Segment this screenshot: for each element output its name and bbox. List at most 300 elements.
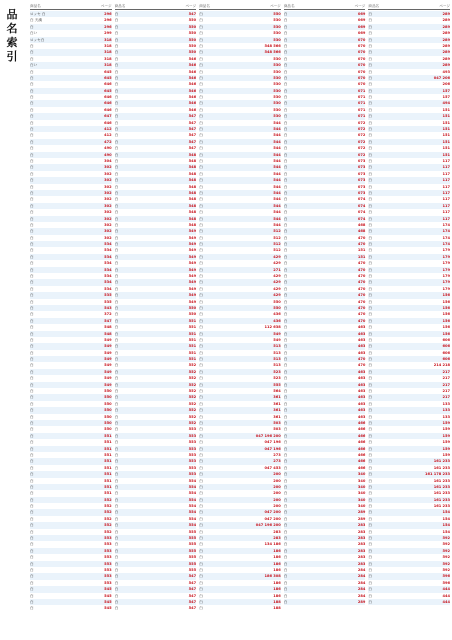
entry-page: 161 233 xyxy=(433,504,450,509)
entry-name: 白 xyxy=(114,465,119,470)
entry-page: 151 xyxy=(442,139,450,144)
entry-page: 513 xyxy=(273,357,281,362)
entry-name: 白 xyxy=(199,18,203,23)
entry-page: 550 xyxy=(273,12,281,16)
entry-name: 白 xyxy=(114,369,119,374)
entry-name: 白 xyxy=(368,235,372,240)
entry-name: 白 xyxy=(199,184,203,189)
entry-name: 白 xyxy=(368,491,372,496)
entry-name: 白 xyxy=(199,24,203,29)
entry-name: 白 xyxy=(368,293,372,298)
entry-page: 553 xyxy=(188,465,197,470)
entry-page: 179 xyxy=(442,261,450,266)
entry-page: 550 xyxy=(104,421,112,425)
entry-name: 白 xyxy=(199,510,203,515)
entry-name: 白 xyxy=(114,286,119,291)
entry-page: 551 xyxy=(104,459,112,464)
column-header xyxy=(199,4,281,10)
entry-name: 白 xyxy=(199,459,203,464)
entry-name: 白 xyxy=(114,318,119,323)
entry-name: 白 xyxy=(368,452,372,457)
entry-page: 552 xyxy=(104,529,112,534)
entry-page: 289 xyxy=(442,18,450,23)
entry-name: 白 xyxy=(368,548,372,553)
entry-name: 白 xyxy=(283,382,288,387)
entry-name: 白 xyxy=(283,267,288,272)
entry-name: 白 xyxy=(30,587,34,592)
entry-page: 284 xyxy=(357,567,366,572)
entry-name: 白 xyxy=(368,523,372,528)
entry-name: 白 xyxy=(199,158,203,163)
entry-name: 白 xyxy=(368,280,372,285)
entry-page: 552 xyxy=(104,510,112,515)
entry-name: 白 xyxy=(114,293,119,298)
entry-name: ロッセ 白 xyxy=(30,12,46,16)
entry-page: 361 xyxy=(273,414,281,419)
entry-page: 553 xyxy=(104,580,112,585)
entry-name: 白 xyxy=(114,344,119,349)
entry-page: 555 xyxy=(188,555,197,560)
entry-name: 白 xyxy=(199,318,203,323)
entry-page: 544 xyxy=(273,184,281,189)
entry-page: 535 xyxy=(104,293,112,298)
entry-page: 289 xyxy=(442,43,450,48)
entry-name: 白 xyxy=(368,133,372,138)
entry-name: 白 xyxy=(199,248,203,253)
entry-page: 551 xyxy=(104,478,112,483)
entry-page: 174 xyxy=(442,235,450,240)
entry-name: 白 xyxy=(368,114,372,119)
entry-name: 白 xyxy=(114,235,119,240)
index-entry xyxy=(199,605,281,611)
entry-name: 白 xyxy=(283,165,288,170)
entry-page: 548 xyxy=(104,325,112,330)
entry-name: 白 xyxy=(283,478,288,483)
entry-page: 551 xyxy=(188,337,197,342)
entry-name: 白 xyxy=(368,37,372,42)
entry-page: 546 xyxy=(188,95,197,100)
entry-page: 470 xyxy=(357,286,366,291)
entry-name: 白 xyxy=(368,510,372,515)
entry-page: 554 xyxy=(188,484,197,489)
entry-page: 117 xyxy=(442,203,450,208)
entry-page: 555 xyxy=(273,382,281,387)
entry-name: 白 xyxy=(30,446,34,451)
entry-page: 552 xyxy=(104,523,112,528)
entry-page: 548 xyxy=(188,171,197,176)
entry-name: 白 xyxy=(114,280,119,285)
index-grid xyxy=(30,4,450,636)
entry-page: 133 xyxy=(442,414,450,419)
entry-page: 429 xyxy=(273,261,281,266)
entry-name: 白 xyxy=(368,222,372,227)
entry-name: 白 xyxy=(199,504,203,509)
entry-page: 547 xyxy=(188,127,197,132)
entry-name: 白 xyxy=(114,165,119,170)
entry-page: 161 233 xyxy=(433,478,450,483)
entry-page: 592 xyxy=(442,567,450,572)
entry-name: 白 xyxy=(199,561,203,566)
entry-page: 289 xyxy=(357,599,366,604)
entry-name: 白 xyxy=(30,127,34,132)
entry-name: 白 xyxy=(199,452,203,457)
entry-page: 549 xyxy=(104,369,112,374)
entry-page: 546 xyxy=(188,56,197,61)
entry-page: 552 xyxy=(104,516,112,521)
entry-name: 白 xyxy=(199,146,203,151)
entry-page: 550 xyxy=(188,37,197,42)
entry-name: 白 xyxy=(199,363,203,368)
index-column xyxy=(30,4,112,636)
entry-name: 白 xyxy=(368,459,372,464)
entry-page: 206 xyxy=(442,82,450,87)
index-column xyxy=(284,4,366,636)
entry-name: 白 xyxy=(114,555,119,560)
entry-page: 200 xyxy=(273,484,281,489)
entry-name: 白 xyxy=(199,599,203,604)
entry-name: 白 xyxy=(114,184,119,189)
entry-page: 289 xyxy=(442,63,450,68)
entry-page: 545 xyxy=(104,599,112,604)
entry-page: 070 xyxy=(357,82,366,87)
entry-name: 白 xyxy=(283,82,288,87)
entry-page: 200 xyxy=(273,472,281,477)
entry-page: 047 200 xyxy=(264,510,281,515)
entry-name: 白 xyxy=(283,95,288,100)
entry-name: 白 xyxy=(199,139,203,144)
entry-page: 470 xyxy=(357,318,366,323)
entry-page: 200 xyxy=(273,478,281,483)
entry-page: 545 xyxy=(104,593,112,598)
entry-page: 436 xyxy=(273,312,281,317)
entry-name: 白 天満 xyxy=(30,18,42,23)
entry-name: 白 xyxy=(199,357,203,362)
entry-page: 553 xyxy=(104,574,112,579)
entry-name: 白 xyxy=(199,254,203,259)
entry-name: 白 xyxy=(30,133,34,138)
entry-page: 592 xyxy=(442,542,450,547)
entry-name: 白 xyxy=(368,299,372,304)
entry-page: 548 xyxy=(188,222,197,227)
entry-name: 白 xyxy=(114,421,119,425)
entry-page: 047 200 xyxy=(264,516,281,521)
entry-name: 白 xyxy=(199,427,203,432)
entry-page: 429 xyxy=(273,274,281,279)
entry-page: 156 xyxy=(442,293,450,298)
entry-page: 186 xyxy=(273,567,281,572)
entry-page: 179 xyxy=(442,286,450,291)
entry-name: 白 xyxy=(114,548,119,553)
entry-page: 544 xyxy=(273,197,281,202)
entry-page: 296 xyxy=(104,24,112,29)
entry-name: 白 xyxy=(30,216,34,221)
entry-name: 白 xyxy=(114,127,119,132)
entry-name: 白 xyxy=(30,261,34,266)
entry-name: 白 xyxy=(30,580,34,585)
entry-page: 463 xyxy=(357,325,366,330)
entry-page: 553 xyxy=(188,427,197,432)
entry-page: 553 xyxy=(104,536,112,541)
entry-page: 523 xyxy=(273,376,281,381)
entry-name: 白 xyxy=(30,101,34,106)
entry-name: 白 xyxy=(199,152,203,157)
entry-name: 白 xyxy=(368,95,372,100)
entry-page: 444 xyxy=(442,587,450,592)
entry-page: 463 xyxy=(357,331,366,336)
entry-name: 白 xyxy=(30,325,34,330)
entry-page: 283 xyxy=(357,542,366,547)
entry-name: 白 xyxy=(30,24,34,29)
entry-name: 白 xyxy=(368,478,372,483)
entry-name: 白 xyxy=(30,414,34,419)
entry-page: 544 xyxy=(273,178,281,183)
entry-name: 白 xyxy=(30,139,34,144)
entry-name: 白 xyxy=(114,88,119,93)
entry-page: 530 xyxy=(273,88,281,93)
entry-page: 117 xyxy=(442,210,450,215)
entry-name: 白 xyxy=(199,261,203,266)
entry-name: 白 xyxy=(283,555,288,560)
entry-page: 547 xyxy=(188,574,197,579)
entry-name: 白 xyxy=(199,344,203,349)
column-header-name: 商品名 xyxy=(283,4,295,8)
entry-name: 白 xyxy=(114,146,119,151)
entry-page: 534 xyxy=(104,261,112,266)
entry-name: 白 xyxy=(283,152,288,157)
entry-page: 117 xyxy=(442,216,450,221)
entry-name: 白 xyxy=(114,440,119,445)
entry-name: 白 xyxy=(283,548,288,553)
entry-name: 白 xyxy=(368,344,372,349)
entry-page: 547 xyxy=(188,114,197,119)
entry-name: 白 xyxy=(199,312,203,317)
entry-name: 白 xyxy=(283,427,288,432)
entry-name: 白 xyxy=(283,158,288,163)
entry-name: 白 xyxy=(283,197,288,202)
entry-page: 154 xyxy=(442,516,450,521)
entry-page: 186 xyxy=(273,587,281,592)
entry-page: 133 xyxy=(442,408,450,413)
entry-page: 284 xyxy=(357,574,366,579)
entry-name: 白 xyxy=(283,31,288,36)
entry-page: 047 196 xyxy=(264,440,281,445)
entry-page: 548 xyxy=(188,197,197,202)
entry-name: 白 xyxy=(283,465,288,470)
entry-name: 白 xyxy=(368,504,372,509)
entry-page: 284 xyxy=(357,593,366,598)
entry-page: 302 xyxy=(104,165,112,170)
entry-name: 白 xyxy=(199,222,203,227)
index-title xyxy=(4,8,20,64)
entry-name: 白 xyxy=(114,178,119,183)
entry-page: 161 233 xyxy=(433,491,450,496)
entry-page: 217 xyxy=(442,382,450,387)
entry-page: 549 xyxy=(104,337,112,342)
entry-page: 117 xyxy=(442,178,450,183)
entry-page: 550 xyxy=(104,408,112,413)
entry-name: 白 xyxy=(199,293,203,298)
entry-name: 白 xyxy=(368,350,372,355)
entry-page: 552 xyxy=(188,363,197,368)
entry-name: 白 xyxy=(368,325,372,330)
entry-name: 白 xyxy=(368,197,372,202)
entry-name: 白 xyxy=(114,101,119,106)
column-header-name: 商品名 xyxy=(368,4,380,8)
entry-name: 白 xyxy=(283,567,288,572)
entry-name: 白 xyxy=(114,312,119,317)
entry-name: 白 xyxy=(30,555,34,560)
entry-name: 白 xyxy=(283,395,288,400)
entry-page: 161 178 233 xyxy=(424,472,450,477)
entry-page: 073 xyxy=(357,184,366,189)
entry-name: 白 xyxy=(30,363,34,368)
entry-page: 547 xyxy=(188,12,197,16)
entry-page: 553 xyxy=(188,452,197,457)
entry-page: 547 xyxy=(188,133,197,138)
entry-page: 549 xyxy=(104,363,112,368)
entry-page: 186 xyxy=(273,548,281,553)
entry-page: 534 xyxy=(104,267,112,272)
entry-name: 白 xyxy=(199,286,203,291)
entry-name: 白 xyxy=(368,216,372,221)
entry-page: 554 xyxy=(188,478,197,483)
entry-page: 463 xyxy=(357,401,366,406)
entry-name: 白 xyxy=(30,152,34,157)
entry-name: 白 xyxy=(30,478,34,483)
entry-name: 白 xyxy=(199,56,203,61)
entry-page: 156 xyxy=(442,299,450,304)
entry-page: 470 xyxy=(357,363,366,368)
entry-page: 646 xyxy=(104,82,112,87)
entry-name: 白 xyxy=(283,401,288,406)
entry-page: 551 xyxy=(104,472,112,477)
entry-name: 白 xyxy=(199,606,203,611)
entry-name: 白 xyxy=(283,299,288,304)
entry-page: 151 xyxy=(442,114,450,119)
entry-page: 466 xyxy=(357,427,366,432)
entry-name: 白 xyxy=(283,369,288,374)
entry-page: 513 xyxy=(273,344,281,349)
entry-page: 151 xyxy=(442,107,450,112)
entry-name: 白 xyxy=(368,203,372,208)
entry-page: 553 xyxy=(104,548,112,553)
entry-name: 白 xyxy=(30,43,34,48)
entry-page: 468 xyxy=(357,229,366,234)
entry-page: 555 xyxy=(188,542,197,547)
entry-name: 白 xyxy=(114,408,119,413)
entry-page: 361 xyxy=(273,401,281,406)
entry-page: 302 xyxy=(104,184,112,189)
index-rows xyxy=(368,11,450,605)
entry-page: 283 xyxy=(273,536,281,541)
entry-name: 白 xyxy=(30,408,34,413)
entry-name: 白 xyxy=(199,548,203,553)
index-rows xyxy=(30,11,112,612)
entry-name: 白 xyxy=(199,216,203,221)
entry-name: 白 xyxy=(30,536,34,541)
entry-page: 472 xyxy=(104,139,112,144)
entry-page: 553 xyxy=(188,459,197,464)
entry-page: 072 xyxy=(357,133,366,138)
entry-name: 白 xyxy=(30,465,34,470)
entry-name: 白 xyxy=(368,56,372,61)
entry-name: 白 xyxy=(283,184,288,189)
entry-name: 白 xyxy=(199,120,203,125)
entry-page: 549 xyxy=(188,280,197,285)
entry-page: 159 xyxy=(442,440,450,445)
entry-page: 174 xyxy=(442,242,450,247)
entry-page: 463 xyxy=(357,382,366,387)
entry-name: 白 xyxy=(114,357,119,362)
entry-page: 550 xyxy=(104,395,112,400)
entry-name: 白 xyxy=(283,63,288,68)
entry-name: 白 xyxy=(30,190,34,195)
entry-name: 白 xyxy=(30,158,34,163)
entry-name: 白 xyxy=(368,465,372,470)
entry-page: 550 xyxy=(273,299,281,304)
entry-page: 117 xyxy=(442,190,450,195)
entry-page: 073 xyxy=(357,171,366,176)
entry-name: 白 xyxy=(114,203,119,208)
entry-page: 151 xyxy=(442,120,450,125)
column-header xyxy=(30,4,112,10)
entry-name: 白 xyxy=(199,484,203,489)
entry-name: 白 xyxy=(283,114,288,119)
entry-name: 白 xyxy=(199,536,203,541)
entry-name: 白 xyxy=(30,606,34,611)
column-header-name: 商品名 xyxy=(199,4,210,8)
entry-name: 白 xyxy=(114,567,119,572)
entry-page: 552 xyxy=(188,421,197,425)
entry-name: 白 xyxy=(199,465,203,470)
entry-name: 白 xyxy=(199,376,203,381)
entry-name: 白 xyxy=(368,337,372,342)
entry-name: 白 xyxy=(114,325,119,330)
entry-name: 白 xyxy=(114,261,119,266)
entry-page: 074 xyxy=(357,210,366,215)
entry-page: 596 xyxy=(442,580,450,585)
entry-page: 551 xyxy=(104,433,112,438)
entry-name: 白 xyxy=(283,127,288,132)
entry-name: 白 xyxy=(368,421,372,425)
entry-name: 白 xyxy=(30,242,34,247)
entry-page: 530 xyxy=(273,31,281,36)
entry-page: 550 xyxy=(104,401,112,406)
entry-page: 564 xyxy=(273,389,281,394)
entry-page: 444 xyxy=(442,593,450,598)
entry-name: 白 xyxy=(368,50,372,55)
entry-name: 白 xyxy=(283,286,288,291)
entry-name: 白 xyxy=(368,210,372,215)
entry-page: 318 xyxy=(104,63,112,68)
entry-page: 552 xyxy=(188,376,197,381)
entry-page: 552 xyxy=(188,408,197,413)
entry-name: 白 xyxy=(30,203,34,208)
entry-page: 546 xyxy=(188,75,197,80)
entry-page: 606 xyxy=(442,357,450,362)
entry-page: 070 xyxy=(357,50,366,55)
entry-page: 289 xyxy=(442,56,450,61)
entry-name: 白 xyxy=(30,95,34,100)
entry-page: 071 xyxy=(357,114,366,119)
entry-name: 白 xyxy=(114,242,119,247)
entry-name: 白 xyxy=(368,31,372,36)
entry-page: 551 xyxy=(188,325,197,330)
entry-page: 552 xyxy=(188,389,197,394)
entry-name: 白 xyxy=(368,229,372,234)
column-header-page: ページ xyxy=(439,4,450,8)
entry-name: 白 xyxy=(30,229,34,234)
